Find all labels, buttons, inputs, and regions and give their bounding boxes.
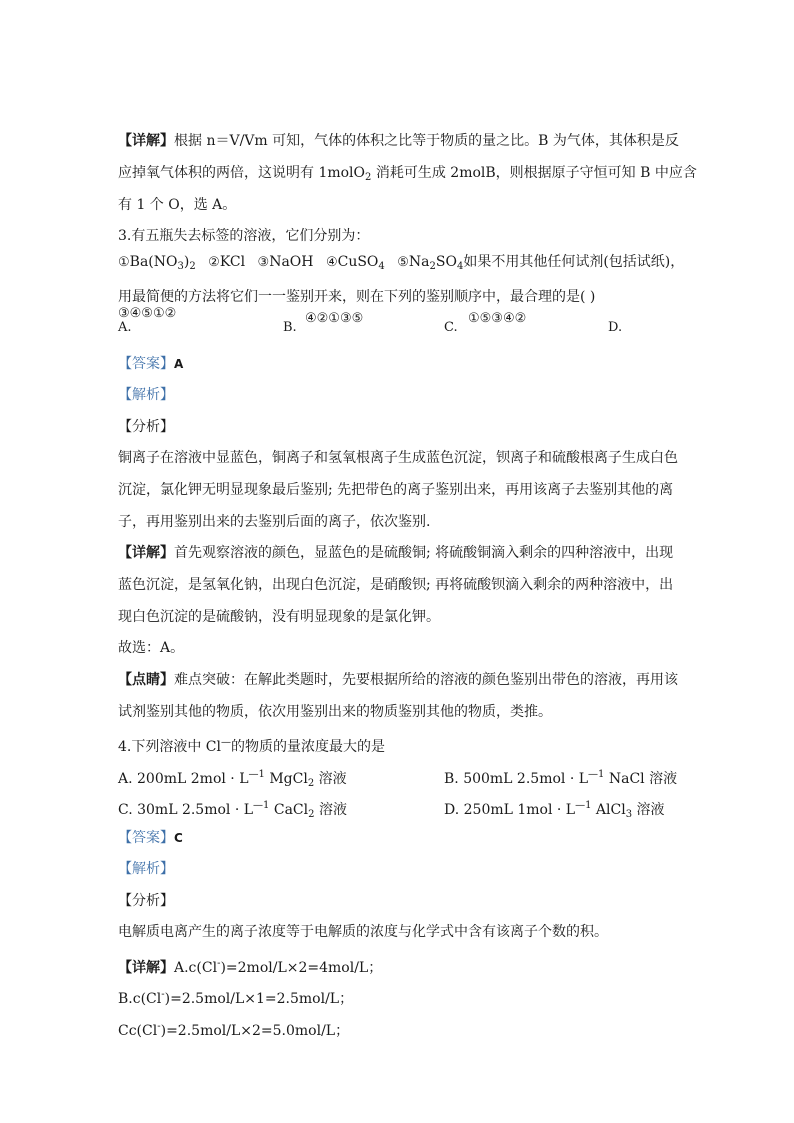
q3-detail-line-2: 蓝色沉淀，是氢氧化钠，出现白色沉淀，是硝酸钡; 再将硫酸钡滴入剩余的两种溶液中，出 bbox=[118, 577, 674, 593]
q3-analysis-label: 【解析】 bbox=[118, 387, 174, 403]
reagent-1: $①Ba(NO_3)_2$ bbox=[118, 254, 196, 272]
q3-option-c-letter: C. bbox=[444, 320, 458, 335]
q3-option-b-letter: B. bbox=[283, 320, 297, 335]
reagent-5: $⑤Na_2SO_4$ bbox=[397, 254, 464, 272]
q4-option-b: B. 500mL $2.5mol \cdot L^{—1}$ NaCl 溶液 bbox=[444, 769, 678, 787]
q3-option-c-text: ①⑤③④② bbox=[468, 311, 527, 326]
q4-detail-calc-a: 【详解】A.c(Cl-)=2mol/L×2=4mol/L； bbox=[118, 958, 383, 976]
q4-analysis-label: 【解析】 bbox=[118, 861, 174, 877]
q3-dianjing-line-2: 试剂鉴别其他的物质，依次用鉴别出来的物质鉴别其他的物质，类推。 bbox=[118, 704, 552, 720]
q4-fenxi-label: 【分析】 bbox=[118, 893, 174, 909]
q3-fenxi-line-3: 子，再用鉴别出来的去鉴别后面的离子，依次鉴别. bbox=[118, 514, 431, 530]
q2-detail-line-2: 应掉氧气体积的两倍，这说明有 1molO$_2$ 消耗可生成 2molB，则根据原子守恒可知 B 中应含 bbox=[118, 165, 697, 183]
q3-option-a-letter: A. bbox=[118, 320, 132, 335]
q3-fenxi-label: 【分析】 bbox=[118, 419, 174, 435]
q4-answer: 【答案】C bbox=[118, 830, 183, 846]
q3-option-b-text: ④②①③⑤ bbox=[305, 311, 364, 326]
detail-label: 【详解】 bbox=[118, 133, 174, 149]
q4-detail-calc-c: Cc(Cl-)=2.5mol/L×2=5.0mol/L； bbox=[118, 1021, 350, 1039]
q3-option-d-letter: D. bbox=[608, 320, 623, 335]
q3-option-a-text: ③④⑤①② bbox=[118, 306, 177, 321]
q2-detail-line-1: 【详解】根据 n＝V/Vm 可知，气体的体积之比等于物质的量之比。B 为气体，其体积是反 bbox=[118, 133, 679, 149]
q4-fenxi-text: 电解质电离产生的离子浓度等于电解质的浓度与化学式中含有该离子个数的积。 bbox=[118, 924, 608, 940]
q4-detail-calc-b: B.c(Cl-)=2.5mol/L×1=2.5mol/L； bbox=[118, 989, 354, 1007]
reagent-4: ④CuSO$_4$ bbox=[325, 254, 385, 272]
q3-fenxi-line-2: 沉淀，氯化钾无明显现象最后鉴别; 先把带色的离子鉴别出来，再用该离子去鉴别其他的离 bbox=[118, 482, 674, 498]
q3-stem: 3.有五瓶失去标签的溶液，它们分别为： bbox=[118, 228, 370, 244]
q3-detail-line-3: 现白色沉淀的是硫酸钠，没有明显现象的是氯化钾。 bbox=[118, 609, 440, 625]
q4-option-a: A. 200mL $2mol \cdot L^{—1}$ MgCl$_2$ 溶液 bbox=[118, 769, 347, 789]
q4-stem: 4.下列溶液中 Cl—的物质的量浓度最大的是 bbox=[118, 737, 385, 755]
reagent-2: ②KCl bbox=[208, 254, 246, 270]
q3-choice: 故选：A。 bbox=[118, 640, 185, 656]
q3-fenxi-line-1: 铜离子在溶液中显蓝色，铜离子和氢氧根离子生成蓝色沉淀，钡离子和硫酸根离子生成白色 bbox=[118, 450, 678, 466]
q3-stem-line-3: 用最简便的方法将它们一一鉴别开来，则在下列的鉴别顺序中，最合理的是( ) bbox=[118, 289, 596, 305]
q3-detail-line-1: 【详解】首先观察溶液的颜色，显蓝色的是硫酸铜; 将硫酸铜滴入剩余的四种溶液中，出现 bbox=[118, 545, 674, 561]
q3-reagent-list: $①Ba(NO_3)_2$ ②KCl ③NaOH ④CuSO$_4$ $⑤Na_2SO_4$如果不用其他任何试剂(包括试纸)， bbox=[118, 254, 685, 272]
q3-dianjing-line-1: 【点睛】难点突破：在解此类题时，先要根据所给的溶液的颜色鉴别出带色的溶液，再用该 bbox=[118, 672, 678, 688]
q3-answer: 【答案】A bbox=[118, 356, 184, 372]
q4-option-d: D. 250mL $1mol \cdot L^{—1}$ AlCl$_3$ 溶液 bbox=[444, 800, 665, 820]
reagent-3: ③NaOH bbox=[257, 254, 314, 270]
q4-option-c: C. 30mL $2.5mol \cdot L^{—1}$ CaCl$_2$ 溶液 bbox=[118, 800, 347, 820]
q2-detail-line-3: 有 1 个 O，选 A。 bbox=[118, 197, 237, 213]
